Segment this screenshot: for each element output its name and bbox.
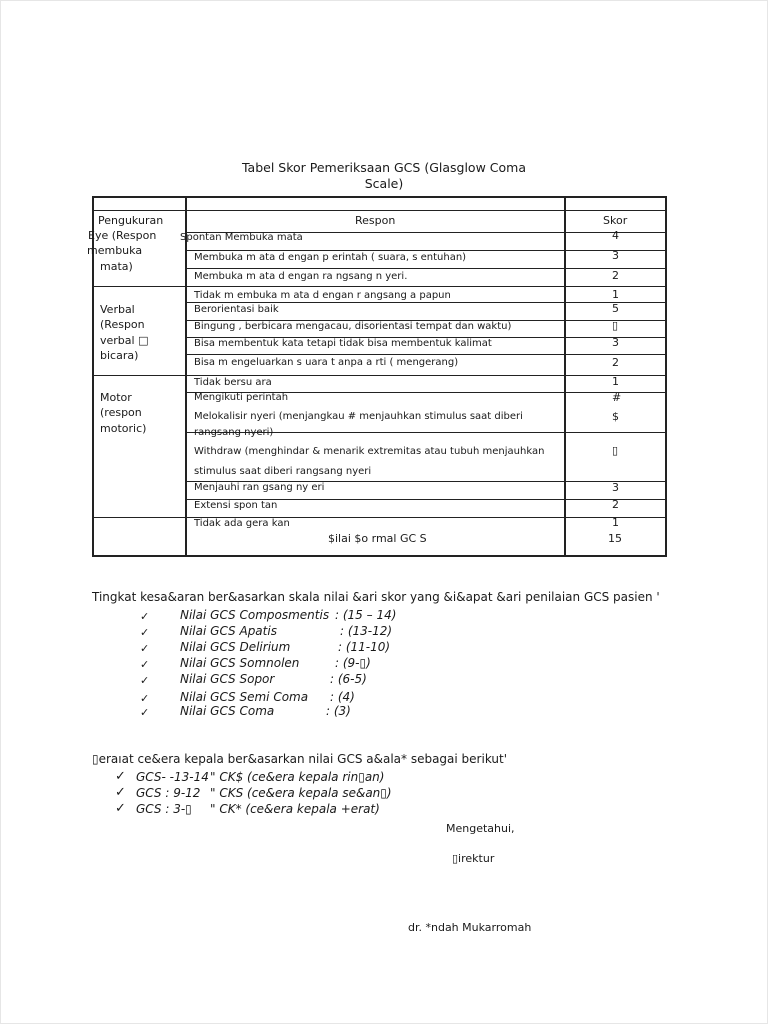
header-respon: Respon [355, 214, 396, 227]
document-title [200, 160, 568, 192]
skor-cell: # [612, 391, 622, 404]
skor-cell: 3 [612, 336, 619, 349]
direktur-label: ▯irektur [452, 852, 495, 865]
skor-cell: 1 [612, 375, 619, 388]
respon-cell: Bisa m engeluarkan s uara t anpa a rti ( mengerang) [194, 357, 459, 368]
row-line [185, 354, 667, 355]
check-icon: ✓ [115, 801, 126, 816]
respon-cell: Membuka m ata d engan p erintah ( suara, s entuhan) [194, 252, 467, 263]
header-rule [92, 210, 667, 211]
respon-cell: Bingung , berbicara mengacau, disorientasi tempat dan waktu) [194, 321, 512, 332]
skor-cell: ▯ [612, 444, 619, 457]
kesadaran-name: Nilai GCS Composmentis [180, 608, 330, 622]
check-icon: ✓ [140, 642, 150, 655]
respon-cell: Menjauhi ran gsang ny eri [194, 482, 325, 493]
respon-cell: Melokalisir nyeri (menjangkau # menjauhkan stimulus saat diberi [194, 411, 523, 422]
respon-cell: Spontan Membuka mata [180, 232, 303, 243]
kesadaran-name: Nilai GCS Delirium [180, 640, 291, 654]
kesadaran-range: : (9-▯) [335, 656, 371, 670]
kesadaran-range: : (6-5) [330, 672, 367, 686]
check-icon: ✓ [140, 692, 150, 705]
respon-cell: rangsang nyeri) [194, 427, 274, 438]
respon-cell: Tidak m embuka m ata d engan r angsang a papun [194, 290, 451, 301]
table-bottom-border [92, 555, 667, 557]
title-line-2: Scale) [364, 176, 404, 191]
check-icon: ✓ [140, 658, 150, 671]
signatory-name: dr. *ndah Mukarromah [408, 921, 532, 934]
cedera-text: " CK$ (ce&era kepala rin▯an) [210, 770, 385, 784]
skor-cell: 1 [612, 516, 619, 529]
kesadaran-range: : (11-10) [338, 640, 391, 654]
cedera-text: " CK* (ce&era kepala +erat) [210, 802, 380, 816]
respon-cell: Mengikuti perintah [194, 392, 289, 403]
check-icon: ✓ [115, 785, 126, 800]
cedera-heading: ▯eraıat ce&era kepala ber&asarkan nilai GCS a&ala* sebagai berikut' [92, 752, 508, 766]
motor-section-rule [92, 517, 667, 518]
skor-cell: $ [612, 410, 619, 423]
check-icon: ✓ [140, 674, 150, 687]
eye-section-rule [92, 286, 667, 287]
check-icon: ✓ [115, 769, 126, 784]
kesadaran-range: : (13-12) [340, 624, 393, 638]
skor-cell: ▯ [612, 319, 619, 332]
skor-cell: 2 [612, 498, 619, 511]
header-pengukuran: Pengukuran [98, 214, 164, 227]
kesadaran-range: : (15 – 14) [335, 608, 397, 622]
kesadaran-name: Nilai GCS Semi Coma [180, 690, 309, 704]
skor-cell: 3 [612, 481, 619, 494]
respon-cell: Tidak bersu ara [194, 377, 272, 388]
respon-cell: Withdraw (menghindar & menarik extremitas atau tubuh menjauhkan [194, 446, 545, 457]
cedera-score: GCS : 9-12 [136, 786, 201, 800]
normal-gcs-value: 15 [608, 532, 622, 545]
cedera-score: GCS- -13-14 [136, 770, 209, 784]
skor-cell: 1 [612, 288, 619, 301]
check-icon: ✓ [140, 706, 150, 719]
respon-cell: Tidak ada gera kan [194, 518, 290, 529]
respon-cell: Berorientasi baik [194, 304, 279, 315]
skor-cell: 5 [612, 302, 619, 315]
cedera-score: GCS : 3-▯ [136, 802, 192, 816]
normal-gcs-label: $ilai $o rmal GC S [328, 532, 427, 545]
row-line [185, 268, 667, 269]
kesadaran-range: : (3) [326, 704, 351, 718]
skor-cell: 2 [612, 356, 619, 369]
skor-cell: 2 [612, 269, 619, 282]
check-icon: ✓ [140, 626, 150, 639]
mengetahui-label: Mengetahui, [446, 822, 515, 835]
respon-cell: Extensi spon tan [194, 500, 278, 511]
title-line-1: Tabel Skor Pemeriksaan GCS (Glasglow Coma [241, 160, 526, 175]
check-icon: ✓ [140, 610, 150, 623]
respon-cell: Membuka m ata d engan ra ngsang n yeri. [194, 271, 408, 282]
kesadaran-range: : (4) [330, 690, 355, 704]
table-top-border [92, 196, 667, 198]
verbal-section-rule [92, 375, 667, 376]
cedera-text: " CKS (ce&era kepala se&an▯) [210, 786, 392, 800]
respon-cell: stimulus saat diberi rangsang nyeri [194, 466, 372, 477]
skor-cell: 4 [612, 229, 619, 242]
kesadaran-name: Nilai GCS Coma [180, 704, 275, 718]
skor-cell: 3 [612, 249, 619, 262]
kesadaran-name: Nilai GCS Apatis [180, 624, 277, 638]
kesadaran-name: Nilai GCS Somnolen [180, 656, 300, 670]
header-skor: Skor [603, 214, 628, 227]
kesadaran-heading: Tingkat kesa&aran ber&asarkan skala nilai &ari skor yang &i&apat &ari penilaian GCS pasien ' [92, 590, 660, 604]
kesadaran-name: Nilai GCS Sopor [180, 672, 275, 686]
respon-cell: Bisa membentuk kata tetapi tidak bisa membentuk kalimat [194, 338, 492, 349]
